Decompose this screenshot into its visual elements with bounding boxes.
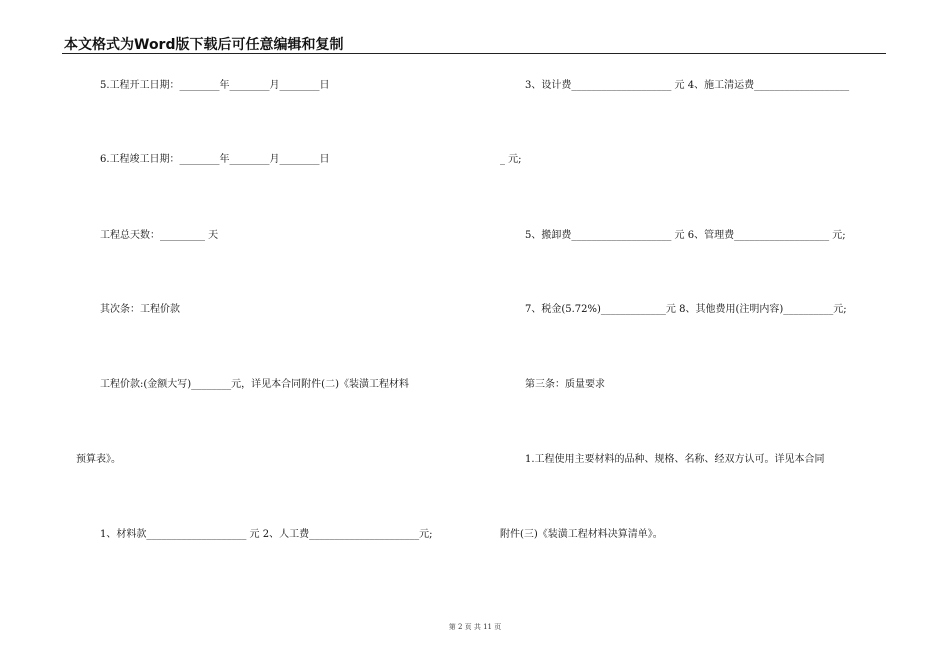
completion-date-line: 6.工程竣工日期：________年________月________日 (100, 154, 330, 165)
tax-other-fee-line: 7、税金(5.72%)_____________元 8、其他费用(注明内容)__________元; (525, 304, 847, 315)
materials-approval-line: 1.工程使用主要材料的品种、规格、名称、经双方认可。详见本合同 (525, 454, 825, 465)
header-title: 本文格式为Word版下载后可任意编辑和复制 (64, 37, 344, 53)
article-two-heading: 其次条：工程价款 (100, 304, 180, 315)
settlement-list-line: 附件(三)《装潢工程材料决算清单》。 (500, 529, 663, 540)
total-days-line: 工程总天数：_________ 天 (100, 230, 219, 241)
handling-management-fee-line: 5、搬卸费____________________ 元 6、管理费___________________ 元; (525, 230, 846, 241)
page-number: 第 2 页 共 11 页 (448, 623, 502, 631)
header-divider (62, 53, 886, 54)
yuan-continuation: _ 元; (500, 154, 522, 165)
design-cleanup-fee-line: 3、设计费____________________ 元 4、施工清运费___________________ (525, 80, 850, 91)
material-labor-fee-line: 1、材料款____________________ 元 2、人工费______________________元; (100, 529, 433, 540)
article-three-heading: 第三条：质量要求 (525, 379, 605, 390)
start-date-line: 5.工程开工日期：________年________月________日 (100, 80, 330, 91)
project-price-line: 工程价款:(金额大写)________元，详见本合同附件(二)《装潢工程材料 (100, 379, 409, 390)
budget-table-line: 预算表》。 (76, 454, 121, 465)
